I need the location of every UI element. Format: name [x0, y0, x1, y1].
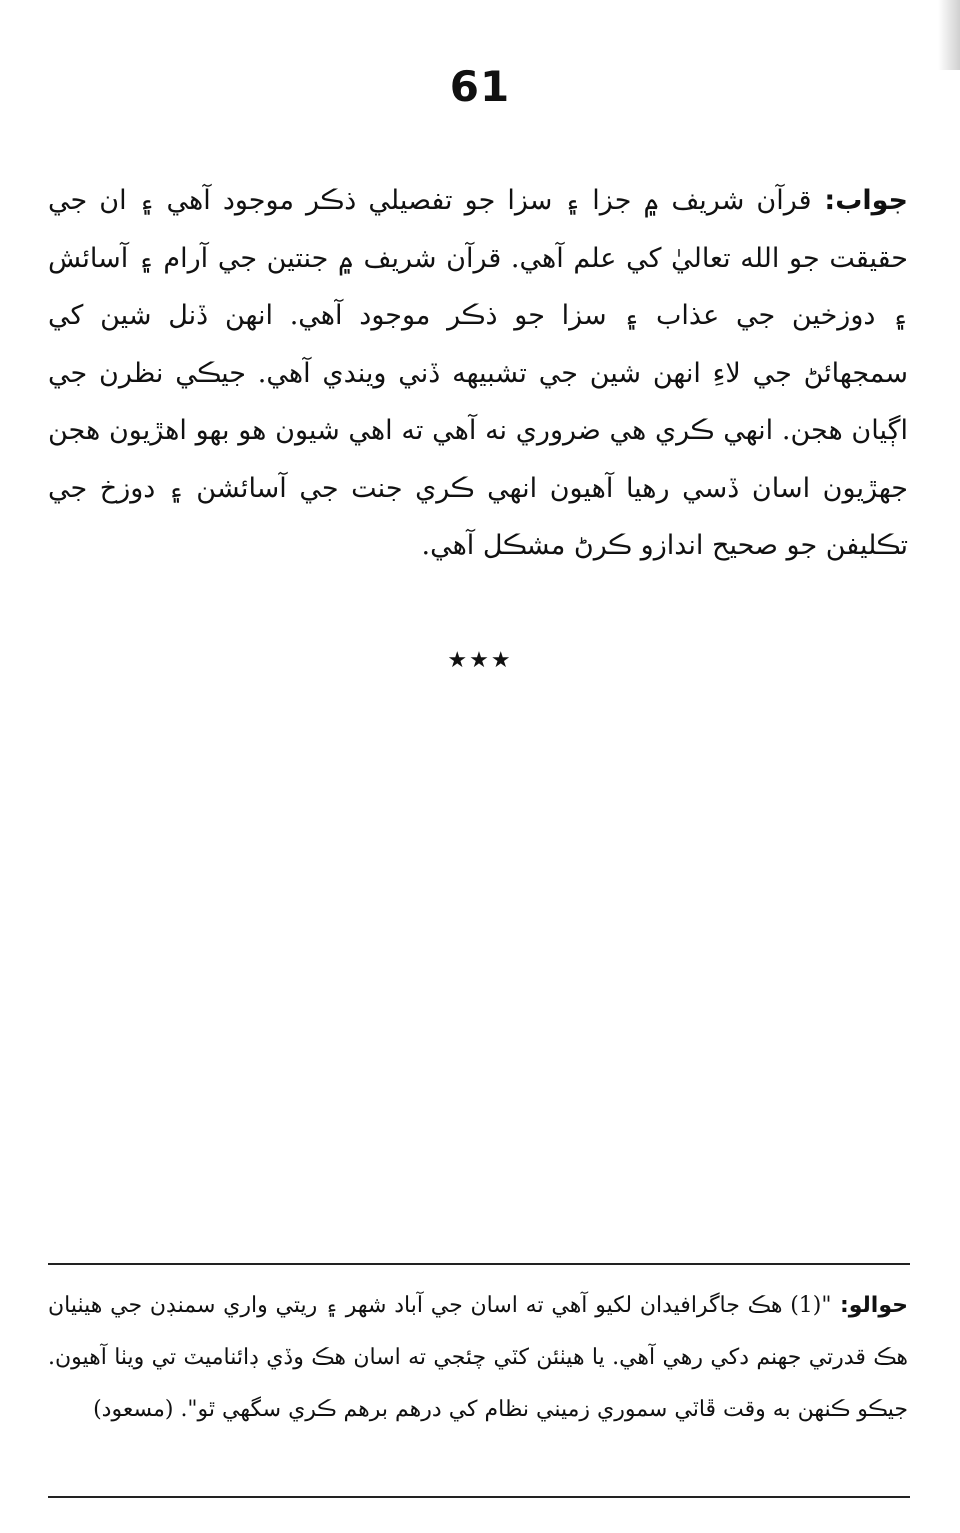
answer-text: قرآن شريف ۾ جزا ۽ سزا جو تفصيلي ذڪر موجود آهي ۽ ان جي حقيقت جو الله تعاليٰ کي علم آهي. قرآن شريف ۾ جنتين جي آرام ۽ آسائش ۽ دوزخين جي عذاب ۽ سزا جو ذڪر موجود آهي. انهن ڏنل شين کي سمجهائڻ جي لاءِ انهن شين جي تشبيهه ڏني ويندي آهي. جيڪي نظرن جي اڳيان هجن. انهي ڪري هي ضروري نه آهي ته اهي شيون هو بهو اهڙيون هجن جهڙيون اسان ڏسي رهيا آهيون انهي ڪري جنت جي آسائشن ۽ دوزخ جي تڪليفن جو صحيح اندازو ڪرڻ مشڪل آهي.: [48, 185, 908, 561]
answer-label: جواب:: [811, 185, 908, 216]
footnote-bottom-rule: [48, 1496, 910, 1498]
section-separator: ★★★: [447, 648, 513, 673]
footnote-text: "(1) هڪ جاگرافيدان لکيو آهي ته اسان جي آباد شهر ۽ ريتي واري سمنڊن جي هيٺيان هڪ قدرتي جهنم دکي رهي آهي. يا هيٺئن کٽي چئجي ته اسان هڪ وڏي ڊائناميٽ تي ويٺا آهيون. جيڪو ڪنهن به وقت ڦاٽي سموري زميني نظام کي درهم برهم ڪري سگهي ٿو". (مسعود): [48, 1293, 908, 1422]
page-edge-stain: [938, 0, 960, 70]
footnote-paragraph: [48, 1280, 908, 1436]
footnote-top-rule: [48, 1263, 910, 1265]
footnote-label: حوالو:: [831, 1293, 908, 1318]
page-number: 61: [449, 62, 511, 111]
answer-paragraph: [48, 172, 908, 575]
